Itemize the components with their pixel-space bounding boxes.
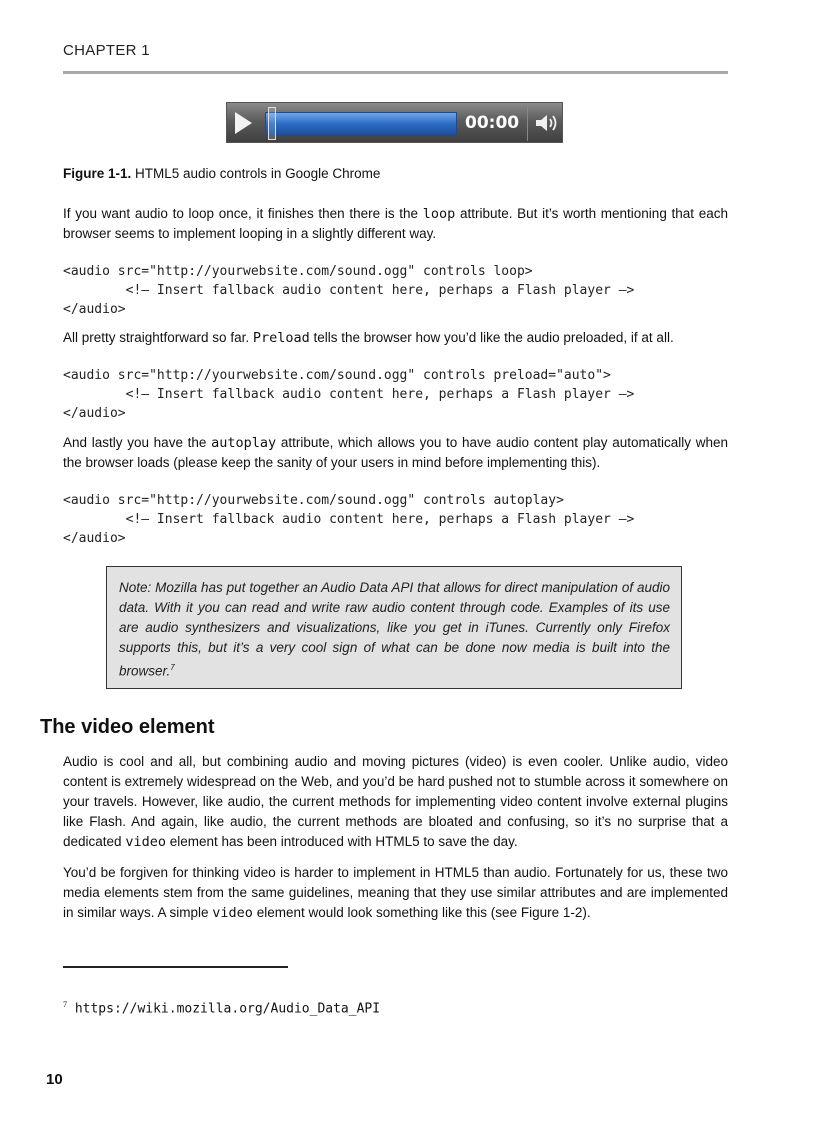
text: You’d be forgiven for thinking video is harder to implement in HTML5 than audio. Fortunately for us, these two media elements stem from the same guidelines, meaning that they use similar attributes and are implemented in similar ways. A simple — [63, 865, 728, 920]
text: attribute, which allows you to have audio content play automatically when the browser loads (please keep the sanity of your users in mind before implementing this). — [63, 435, 728, 470]
footnote-number: 7 — [63, 1000, 67, 1009]
text: tells the browser how you’d like the audio preloaded, if at all. — [309, 330, 674, 345]
text: If you want audio to loop once, it finishes then there is the — [63, 206, 423, 221]
text: And lastly you have the — [63, 435, 212, 450]
chapter-header: CHAPTER 1 — [63, 42, 150, 59]
inline-code: loop — [422, 206, 456, 222]
note-box — [106, 566, 682, 689]
inline-code: video — [212, 905, 253, 921]
header-divider — [63, 71, 728, 74]
figure-label: Figure 1-1. — [63, 166, 132, 181]
footnote — [63, 1000, 380, 1016]
scrub-handle[interactable] — [268, 107, 276, 140]
inline-code: autoplay — [211, 435, 277, 451]
inline-code: video — [125, 834, 166, 850]
progress-bar[interactable] — [265, 112, 457, 136]
note-text — [119, 578, 670, 682]
figure-caption-text: HTML5 audio controls in Google Chrome — [131, 166, 381, 181]
divider — [527, 105, 528, 141]
code-block-loop: <audio src="http://yourwebsite.com/sound.ogg" controls loop> <!– Insert fallback audio content here, perhaps a Flash player –> </audio> — [63, 264, 635, 317]
speaker-icon[interactable] — [535, 114, 561, 132]
audio-player — [226, 102, 563, 143]
footnote-ref[interactable]: 7 — [170, 663, 175, 672]
figure-caption — [63, 166, 380, 181]
paragraph-preload — [63, 328, 728, 348]
text: element would look something like this (see Figure 1-2). — [252, 905, 591, 920]
play-icon[interactable] — [235, 112, 252, 134]
text: Audio is cool and all, but combining audio and moving pictures (video) is even cooler. Unlike audio, video content is extremely widespread on the Web, and you’d be hard pushed not to stumble across it somewhere on your travels. However, like audio, the current methods for implementing video content involve external plugins like Flash. And again, like audio, the current methods are bloated and confusing, so it’s no surprise that a dedicated — [63, 754, 728, 849]
text: Note: Mozilla has put together an Audio Data API that allows for direct manipulation of audio data. With it you can read and write raw audio content through code. Examples of its use are audio synthesizers and visualizations, like you get in iTunes. Currently only Firefox supports this, but it’s a very cool sign of what can be done now media is built into the browser. — [119, 580, 670, 679]
footnote-divider — [63, 966, 288, 968]
paragraph-autoplay — [63, 433, 728, 473]
code-block-autoplay: <audio src="http://yourwebsite.com/sound.ogg" controls autoplay> <!– Insert fallback audio content here, perhaps a Flash player –> </audio> — [63, 493, 635, 546]
text: element has been introduced with HTML5 to save the day. — [165, 834, 518, 849]
time-display: 00:00 — [465, 113, 520, 133]
page-number: 10 — [46, 1071, 63, 1088]
code-block-preload: <audio src="http://yourwebsite.com/sound.ogg" controls preload="auto"> <!– Insert fallback audio content here, perhaps a Flash player –> </audio> — [63, 368, 635, 421]
paragraph-loop — [63, 204, 728, 244]
footnote-link[interactable]: https://wiki.mozilla.org/Audio_Data_API — [74, 1001, 381, 1017]
inline-code: Preload — [252, 330, 310, 346]
text: All pretty straightforward so far. — [63, 330, 253, 345]
paragraph-video-simple — [63, 863, 728, 923]
section-title: The video element — [40, 716, 215, 738]
text: attribute. But it’s worth mentioning that each browser seems to implement looping in a slightly different way. — [63, 206, 729, 241]
paragraph-video-intro — [63, 752, 728, 852]
